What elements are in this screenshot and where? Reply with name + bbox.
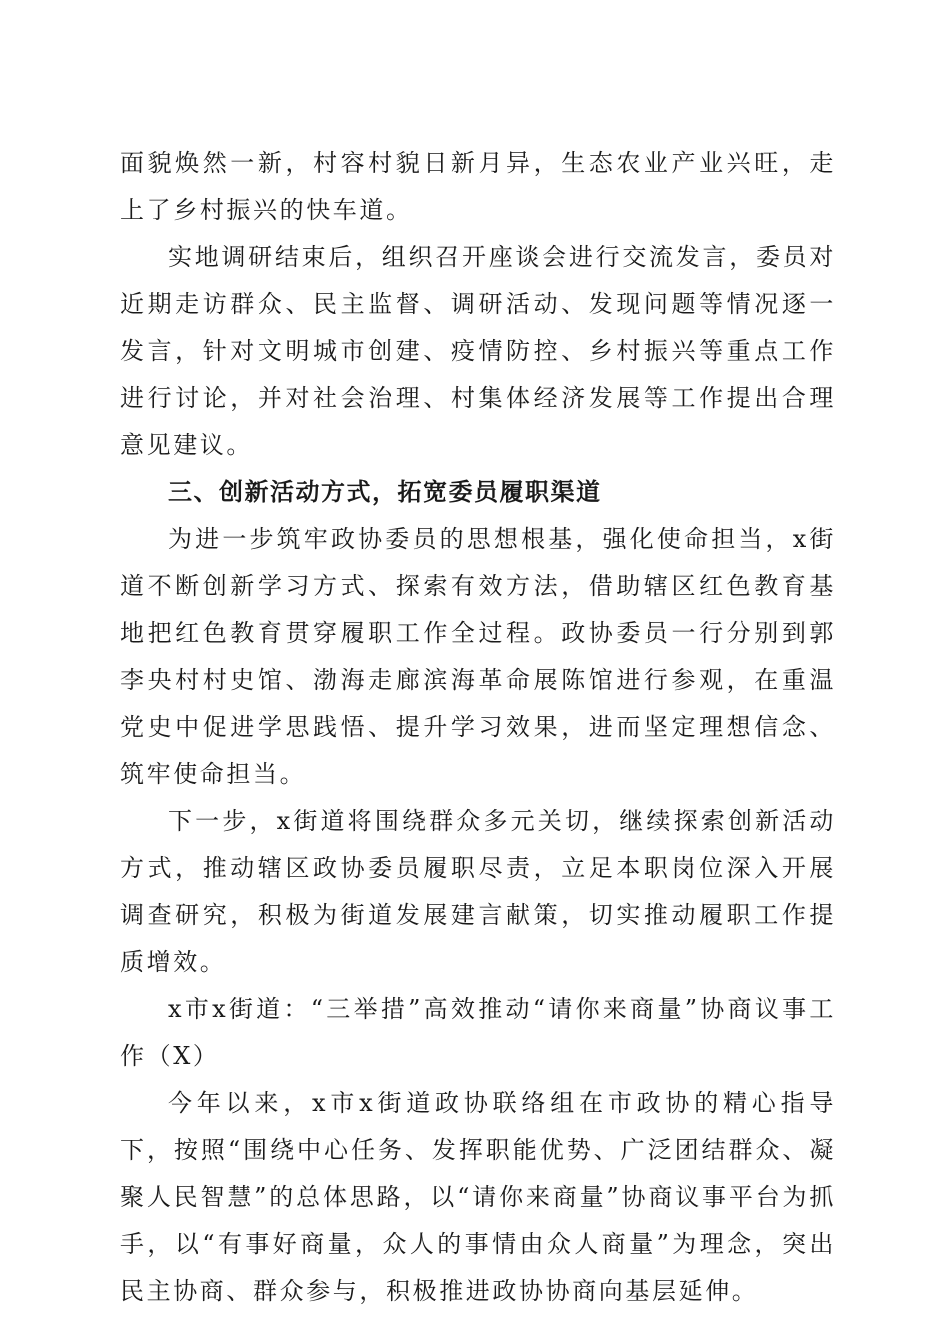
paragraph-symposium: 实地调研结束后，组织召开座谈会进行交流发言，委员对近期走访群众、民主监督、调研活动、发现问题等情况逐一发言，针对文明城市创建、疫情防控、乡村振兴等重点工作进行讨论，并对社会治理、村集体经济发展等工作提出合理意见建议。 [120,243,836,459]
paragraph-intro: 今年以来，x市x街道政协联络组在市政协的精心指导下，按照“围绕中心任务、发挥职能优势、广泛团结群众、凝聚人民智慧”的总体思路，以“请你来商量”协商议事平台为抓手，以“有事好商量，众人的事情由众人商量”为理念，突出民主协商、群众参与，积极推进政协协商向基层延伸。 [120,1089,836,1305]
paragraph-continuation: 面貌焕然一新，村容村貌日新月异，生态农业产业兴旺，走上了乡村振兴的快车道。 [120,149,836,224]
document-page [120,140,836,1315]
article-title: x市x街道：“三举措”高效推动“请你来商量”协商议事工作（X） [120,995,836,1070]
section-heading-3: 三、创新活动方式，拓宽委员履职渠道 [168,478,602,506]
paragraph-red-education: 为进一步筑牢政协委员的思想根基，强化使命担当，x街道不断创新学习方式、探索有效方法，借助辖区红色教育基地把红色教育贯穿履职工作全过程。政协委员一行分别到郭李央村村史馆、渤海走廊滨海革命展陈馆进行参观，在重温党史中促进学思践悟、提升学习效果，进而坚定理想信念、筑牢使命担当。 [120,525,836,788]
paragraph-next-step: 下一步，x街道将围绕群众多元关切，继续探索创新活动方式，推动辖区政协委员履职尽责，立足本职岗位深入开展调查研究，积极为街道发展建言献策，切实推动履职工作提质增效。 [120,807,836,976]
